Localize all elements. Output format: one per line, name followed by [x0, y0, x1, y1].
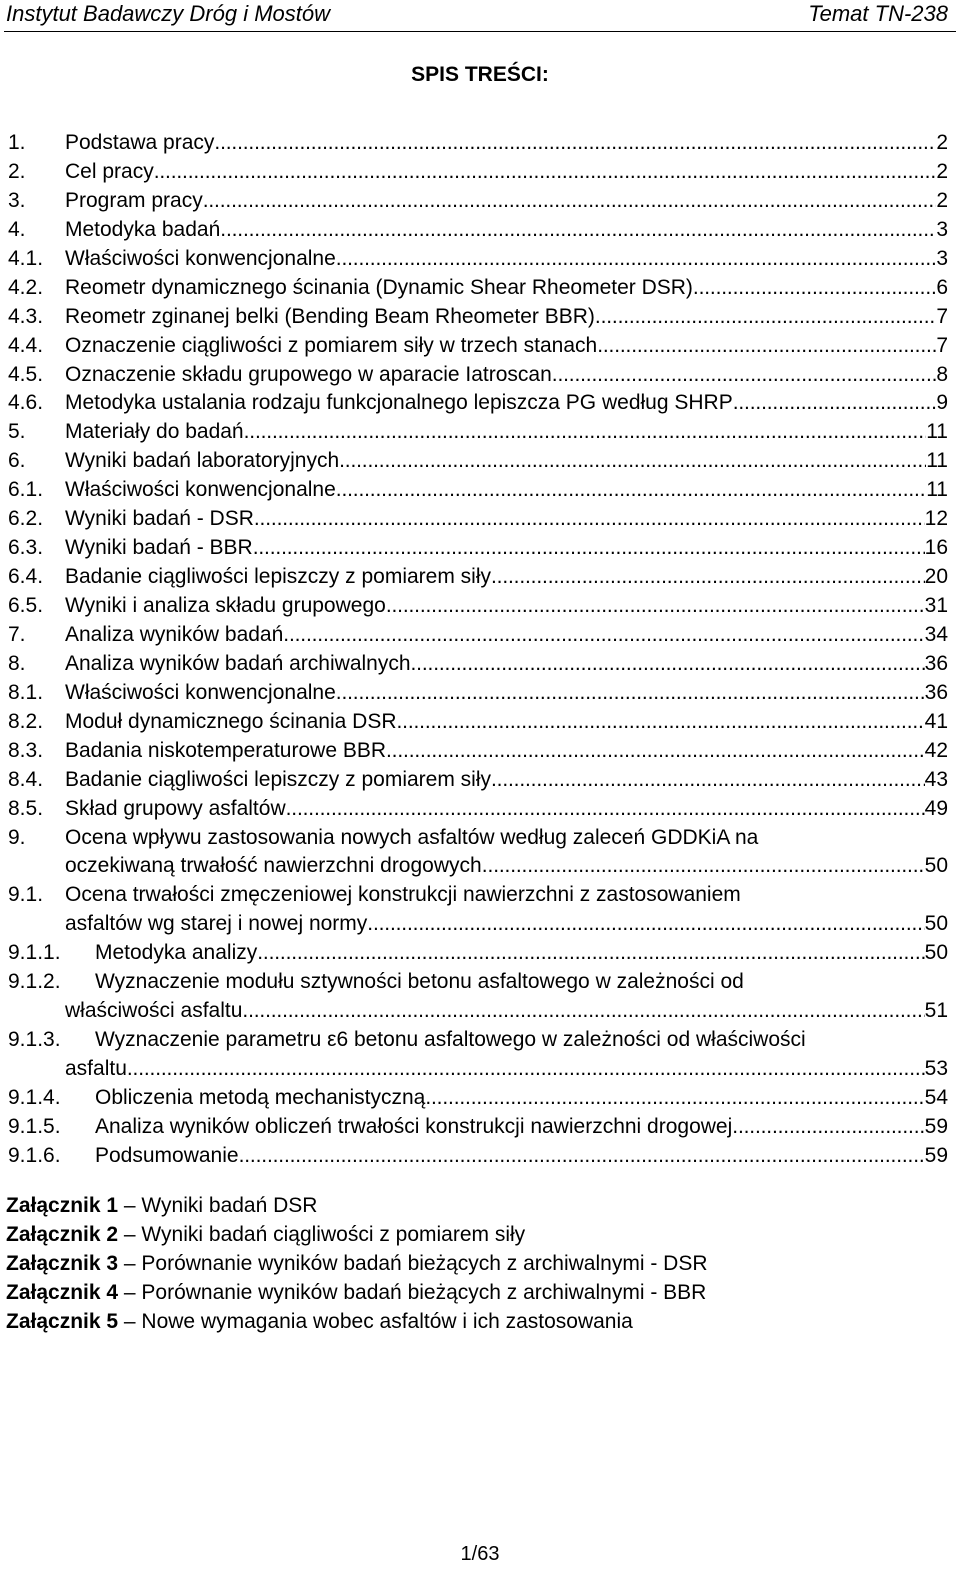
toc-entry-page: 49	[924, 796, 948, 820]
toc-dot-leader	[253, 534, 925, 563]
attachment-title: – Porównanie wyników badań bieżących z archiwalnymi - DSR	[118, 1252, 708, 1275]
toc-entry[interactable]	[8, 852, 948, 881]
toc-entry-number: 1.	[8, 131, 26, 154]
toc-entry-title: Analiza wyników obliczeń trwałości konstrukcji nawierzchni drogowej	[95, 1114, 733, 1138]
toc-entry-page: 2	[936, 159, 948, 183]
toc-dot-leader	[203, 187, 937, 216]
toc-dot-leader	[552, 361, 937, 390]
attachment-item	[6, 1307, 946, 1336]
toc-entry[interactable]	[8, 418, 948, 447]
toc-entry-title: Obliczenia metodą mechanistyczną	[95, 1085, 426, 1109]
page-number: 1/63	[460, 1543, 500, 1565]
toc-entry[interactable]	[8, 881, 948, 910]
toc-entry-title: Wyznaczenie modułu sztywności betonu asfaltowego w zależności od	[95, 970, 744, 994]
toc-entry[interactable]	[8, 389, 948, 418]
toc-dot-leader	[733, 389, 937, 418]
toc-entry-page: 3	[936, 217, 948, 241]
toc-entry-number: 4.1.	[8, 246, 44, 270]
toc-entry-page: 9	[936, 391, 948, 415]
toc-entry-page: 59	[924, 1114, 948, 1138]
toc-entry[interactable]	[8, 1055, 948, 1084]
toc-dot-leader	[411, 650, 925, 679]
toc-entry-page: 54	[924, 1085, 948, 1109]
toc-entry-page: 6	[936, 275, 948, 299]
toc-entry-page: 36	[924, 651, 948, 675]
toc-dot-leader	[220, 216, 936, 245]
toc-dot-leader	[127, 1055, 925, 1084]
toc-entry-page: 16	[924, 536, 948, 560]
toc-entry-title: Wyniki badań - DSR	[65, 507, 254, 531]
toc-entry-number: 9.1.2.	[8, 970, 61, 994]
attachment-item	[6, 1220, 946, 1249]
toc-dot-leader	[597, 332, 936, 361]
toc-entry[interactable]	[8, 795, 948, 824]
toc-dot-leader	[242, 997, 924, 1026]
toc-entry-number: 6.1.	[8, 478, 44, 502]
toc-dot-leader	[367, 910, 924, 939]
toc-dot-leader	[397, 708, 925, 737]
toc-dot-leader	[336, 679, 925, 708]
header-institute: Instytut Badawczy Dróg i Mostów	[6, 1, 331, 26]
toc-entry-page: 50	[924, 912, 948, 936]
toc-entry[interactable]	[8, 679, 948, 708]
table-of-contents	[8, 129, 948, 1171]
toc-entry[interactable]	[8, 939, 948, 968]
toc-entry-number: 4.4.	[8, 333, 44, 357]
toc-entry-page: 2	[936, 131, 948, 154]
toc-entry-page: 42	[924, 738, 948, 762]
toc-entry-page: 50	[924, 941, 948, 965]
toc-entry[interactable]	[8, 332, 948, 361]
toc-entry-number: 9.1.5.	[8, 1114, 61, 1138]
toc-entry[interactable]	[8, 766, 948, 795]
toc-entry[interactable]	[8, 592, 948, 621]
toc-entry-page: 2	[936, 188, 948, 212]
toc-entry-title: Metodyka ustalania rodzaju funkcjonalnego lepiszcza PG według SHRP	[65, 391, 733, 415]
toc-entry-number: 9.1.1.	[8, 941, 61, 965]
toc-entry-page: 7	[936, 304, 948, 328]
toc-entry-title: Analiza wyników badań	[65, 622, 284, 646]
toc-entry-title: Właściwości konwencjonalne	[65, 680, 336, 704]
toc-entry-number: 6.5.	[8, 594, 44, 617]
toc-entry-page: 11	[926, 420, 948, 444]
page-title: SPIS TREŚCI:	[411, 63, 549, 86]
toc-entry[interactable]	[8, 997, 948, 1026]
toc-dot-leader	[491, 563, 925, 592]
toc-entry[interactable]	[8, 245, 948, 274]
attachment-title: – Wyniki badań ciągliwości z pomiarem siły	[118, 1223, 526, 1246]
toc-entry[interactable]	[8, 361, 948, 390]
toc-entry-title: Ocena trwałości zmęczeniowej konstrukcji nawierzchni z zastosowaniem	[65, 883, 741, 907]
toc-entry-title: Wyniki i analiza składu grupowego	[65, 594, 386, 617]
toc-entry[interactable]	[8, 968, 948, 997]
attachment-label: Załącznik 5	[6, 1310, 119, 1333]
toc-entry-title: Badanie ciągliwości lepiszczy z pomiarem siły	[65, 565, 491, 589]
toc-dot-leader	[283, 621, 924, 650]
toc-entry[interactable]	[8, 650, 948, 679]
toc-entry-number: 9.1.6.	[8, 1143, 61, 1167]
toc-entry[interactable]	[8, 534, 948, 563]
header-rule	[4, 31, 956, 32]
toc-entry-title: Wyniki badań - BBR	[65, 536, 253, 560]
toc-entry-number: 6.4.	[8, 565, 44, 589]
toc-dot-leader	[386, 737, 925, 766]
attachment-item	[6, 1191, 946, 1220]
toc-entry-number: 4.5.	[8, 362, 44, 386]
toc-entry[interactable]	[8, 505, 948, 534]
toc-entry[interactable]	[8, 708, 948, 737]
toc-entry[interactable]	[8, 824, 948, 853]
toc-entry-page: 7	[936, 333, 948, 357]
toc-entry-title: Właściwości konwencjonalne	[65, 246, 336, 270]
toc-entry-number: 9.	[8, 825, 26, 849]
attachment-label: Załącznik 1	[6, 1194, 119, 1217]
toc-entry[interactable]	[8, 216, 948, 245]
toc-dot-leader	[732, 1113, 924, 1142]
attachment-label: Załącznik 4	[6, 1281, 119, 1304]
toc-entry-title: asfaltu	[65, 1057, 127, 1080]
toc-entry-number: 4.2.	[8, 275, 44, 299]
toc-entry-page: 11	[926, 449, 948, 473]
toc-entry-title: Cel pracy	[65, 159, 154, 183]
toc-entry-page: 59	[924, 1143, 948, 1167]
toc-entry-title: Oznaczenie składu grupowego w aparacie Iatroscan	[65, 362, 552, 386]
toc-entry-number: 9.1.3.	[8, 1028, 61, 1052]
toc-entry-number: 5.	[8, 420, 26, 444]
attachments-list	[6, 1191, 946, 1336]
toc-entry-page: 41	[924, 709, 948, 733]
toc-entry-title: Ocena wpływu zastosowania nowych asfaltów według zaleceń GDDKiA na	[65, 825, 759, 849]
attachment-label: Załącznik 2	[6, 1223, 119, 1246]
toc-entry-page: 43	[924, 767, 948, 791]
toc-entry-title: Reometr zginanej belki (Bending Beam Rheometer BBR)	[65, 304, 595, 328]
toc-dot-leader	[491, 766, 925, 795]
toc-entry-number: 4.	[8, 217, 26, 241]
toc-entry[interactable]	[8, 737, 948, 766]
toc-entry-number: 9.1.4.	[8, 1085, 61, 1109]
toc-entry-number: 6.3.	[8, 536, 44, 560]
toc-entry-number: 8.4.	[8, 767, 44, 791]
toc-entry-page: 11	[926, 478, 948, 502]
toc-entry-title: asfaltów wg starej i nowej normy	[65, 912, 368, 936]
toc-entry[interactable]	[8, 910, 948, 939]
toc-entry[interactable]	[8, 303, 948, 332]
attachment-item	[6, 1249, 946, 1278]
toc-entry[interactable]	[8, 187, 948, 216]
toc-entry-number: 8.	[8, 651, 26, 675]
toc-dot-leader	[239, 1142, 925, 1171]
toc-entry-page: 3	[936, 246, 948, 270]
toc-entry-title: Reometr dynamicznego ścinania (Dynamic Shear Rheometer DSR)	[65, 275, 693, 299]
toc-entry-page: 50	[924, 854, 948, 878]
toc-entry[interactable]	[8, 274, 948, 303]
attachment-label: Załącznik 3	[6, 1252, 119, 1275]
toc-entry[interactable]	[8, 1142, 948, 1171]
toc-entry-title: Właściwości konwencjonalne	[65, 478, 336, 502]
toc-entry-page: 53	[924, 1057, 948, 1080]
toc-dot-leader	[693, 274, 936, 303]
toc-entry[interactable]	[8, 1026, 948, 1055]
toc-dot-leader	[214, 129, 936, 158]
page-header	[0, 0, 960, 36]
toc-entry-number: 8.5.	[8, 796, 44, 820]
toc-dot-leader	[244, 418, 927, 447]
toc-entry[interactable]	[8, 476, 948, 505]
toc-entry-title: Skład grupowy asfaltów	[65, 796, 286, 820]
toc-dot-leader	[425, 1084, 924, 1113]
toc-entry[interactable]	[8, 621, 948, 650]
toc-entry-page: 20	[924, 565, 948, 589]
header-topic: Temat TN-238	[808, 1, 948, 26]
toc-entry-number: 7.	[8, 622, 26, 646]
toc-entry-page: 12	[924, 507, 948, 531]
toc-entry-title: Badanie ciągliwości lepiszczy z pomiarem siły	[65, 767, 491, 791]
toc-entry-title: Oznaczenie ciągliwości z pomiarem siły w trzech stanach	[65, 333, 598, 357]
toc-dot-leader	[286, 795, 925, 824]
toc-entry-page: 8	[936, 362, 948, 386]
toc-entry-number: 6.	[8, 449, 26, 473]
toc-entry-title: Program pracy	[65, 188, 203, 212]
toc-entry-page: 36	[924, 680, 948, 704]
toc-dot-leader	[386, 592, 925, 621]
toc-dot-leader	[336, 476, 926, 505]
toc-dot-leader	[595, 303, 936, 332]
toc-entry[interactable]	[8, 1113, 948, 1142]
toc-entry-title: Metodyka badań	[65, 217, 221, 241]
toc-entry-page: 51	[924, 999, 948, 1023]
toc-dot-leader	[254, 505, 925, 534]
toc-entry-page: 31	[924, 594, 948, 617]
toc-entry-title: Wyznaczenie parametru ε6 betonu asfaltowego w zależności od właściwości	[95, 1028, 806, 1052]
toc-entry[interactable]	[8, 158, 948, 187]
toc-entry-title: właściwości asfaltu	[65, 999, 243, 1023]
attachment-item	[6, 1278, 946, 1307]
toc-dot-leader	[488, 852, 925, 881]
toc-entry-title: Metodyka analizy	[95, 941, 258, 965]
toc-entry[interactable]	[8, 129, 948, 158]
attachment-title: – Porównanie wyników badań bieżących z archiwalnymi - BBR	[118, 1281, 707, 1304]
toc-entry-title: Podstawa pracy	[65, 131, 215, 154]
toc-entry-number: 4.6.	[8, 391, 44, 415]
attachment-title: – Nowe wymagania wobec asfaltów i ich zastosowania	[118, 1310, 633, 1333]
attachment-title: – Wyniki badań DSR	[118, 1194, 318, 1217]
toc-entry-number: 6.2.	[8, 507, 44, 531]
toc-entry-page: 34	[924, 622, 948, 646]
toc-entry-title: Podsumowanie	[95, 1143, 239, 1167]
toc-entry-title: Badania niskotemperaturowe BBR	[65, 738, 387, 762]
toc-entry[interactable]	[8, 1084, 948, 1113]
toc-entry-number: 3.	[8, 188, 26, 212]
toc-entry-title: Analiza wyników badań archiwalnych	[65, 651, 411, 675]
toc-entry-number: 4.3.	[8, 304, 44, 328]
toc-entry[interactable]	[8, 447, 948, 476]
toc-entry-number: 9.1.	[8, 883, 44, 907]
toc-entry[interactable]	[8, 563, 948, 592]
toc-dot-leader	[257, 939, 924, 968]
toc-entry-title: Materiały do badań	[65, 420, 244, 444]
toc-entry-number: 8.2.	[8, 709, 44, 733]
toc-dot-leader	[154, 158, 937, 187]
toc-dot-leader	[339, 447, 926, 476]
toc-entry-title: Moduł dynamicznego ścinania DSR	[65, 709, 397, 733]
toc-dot-leader	[336, 245, 937, 274]
toc-entry-title: oczekiwaną trwałość nawierzchni drogowych.	[65, 854, 488, 878]
toc-entry-number: 8.3.	[8, 738, 44, 762]
toc-entry-title: Wyniki badań laboratoryjnych	[65, 449, 340, 473]
toc-entry-number: 8.1.	[8, 680, 44, 704]
toc-entry-number: 2.	[8, 159, 26, 183]
